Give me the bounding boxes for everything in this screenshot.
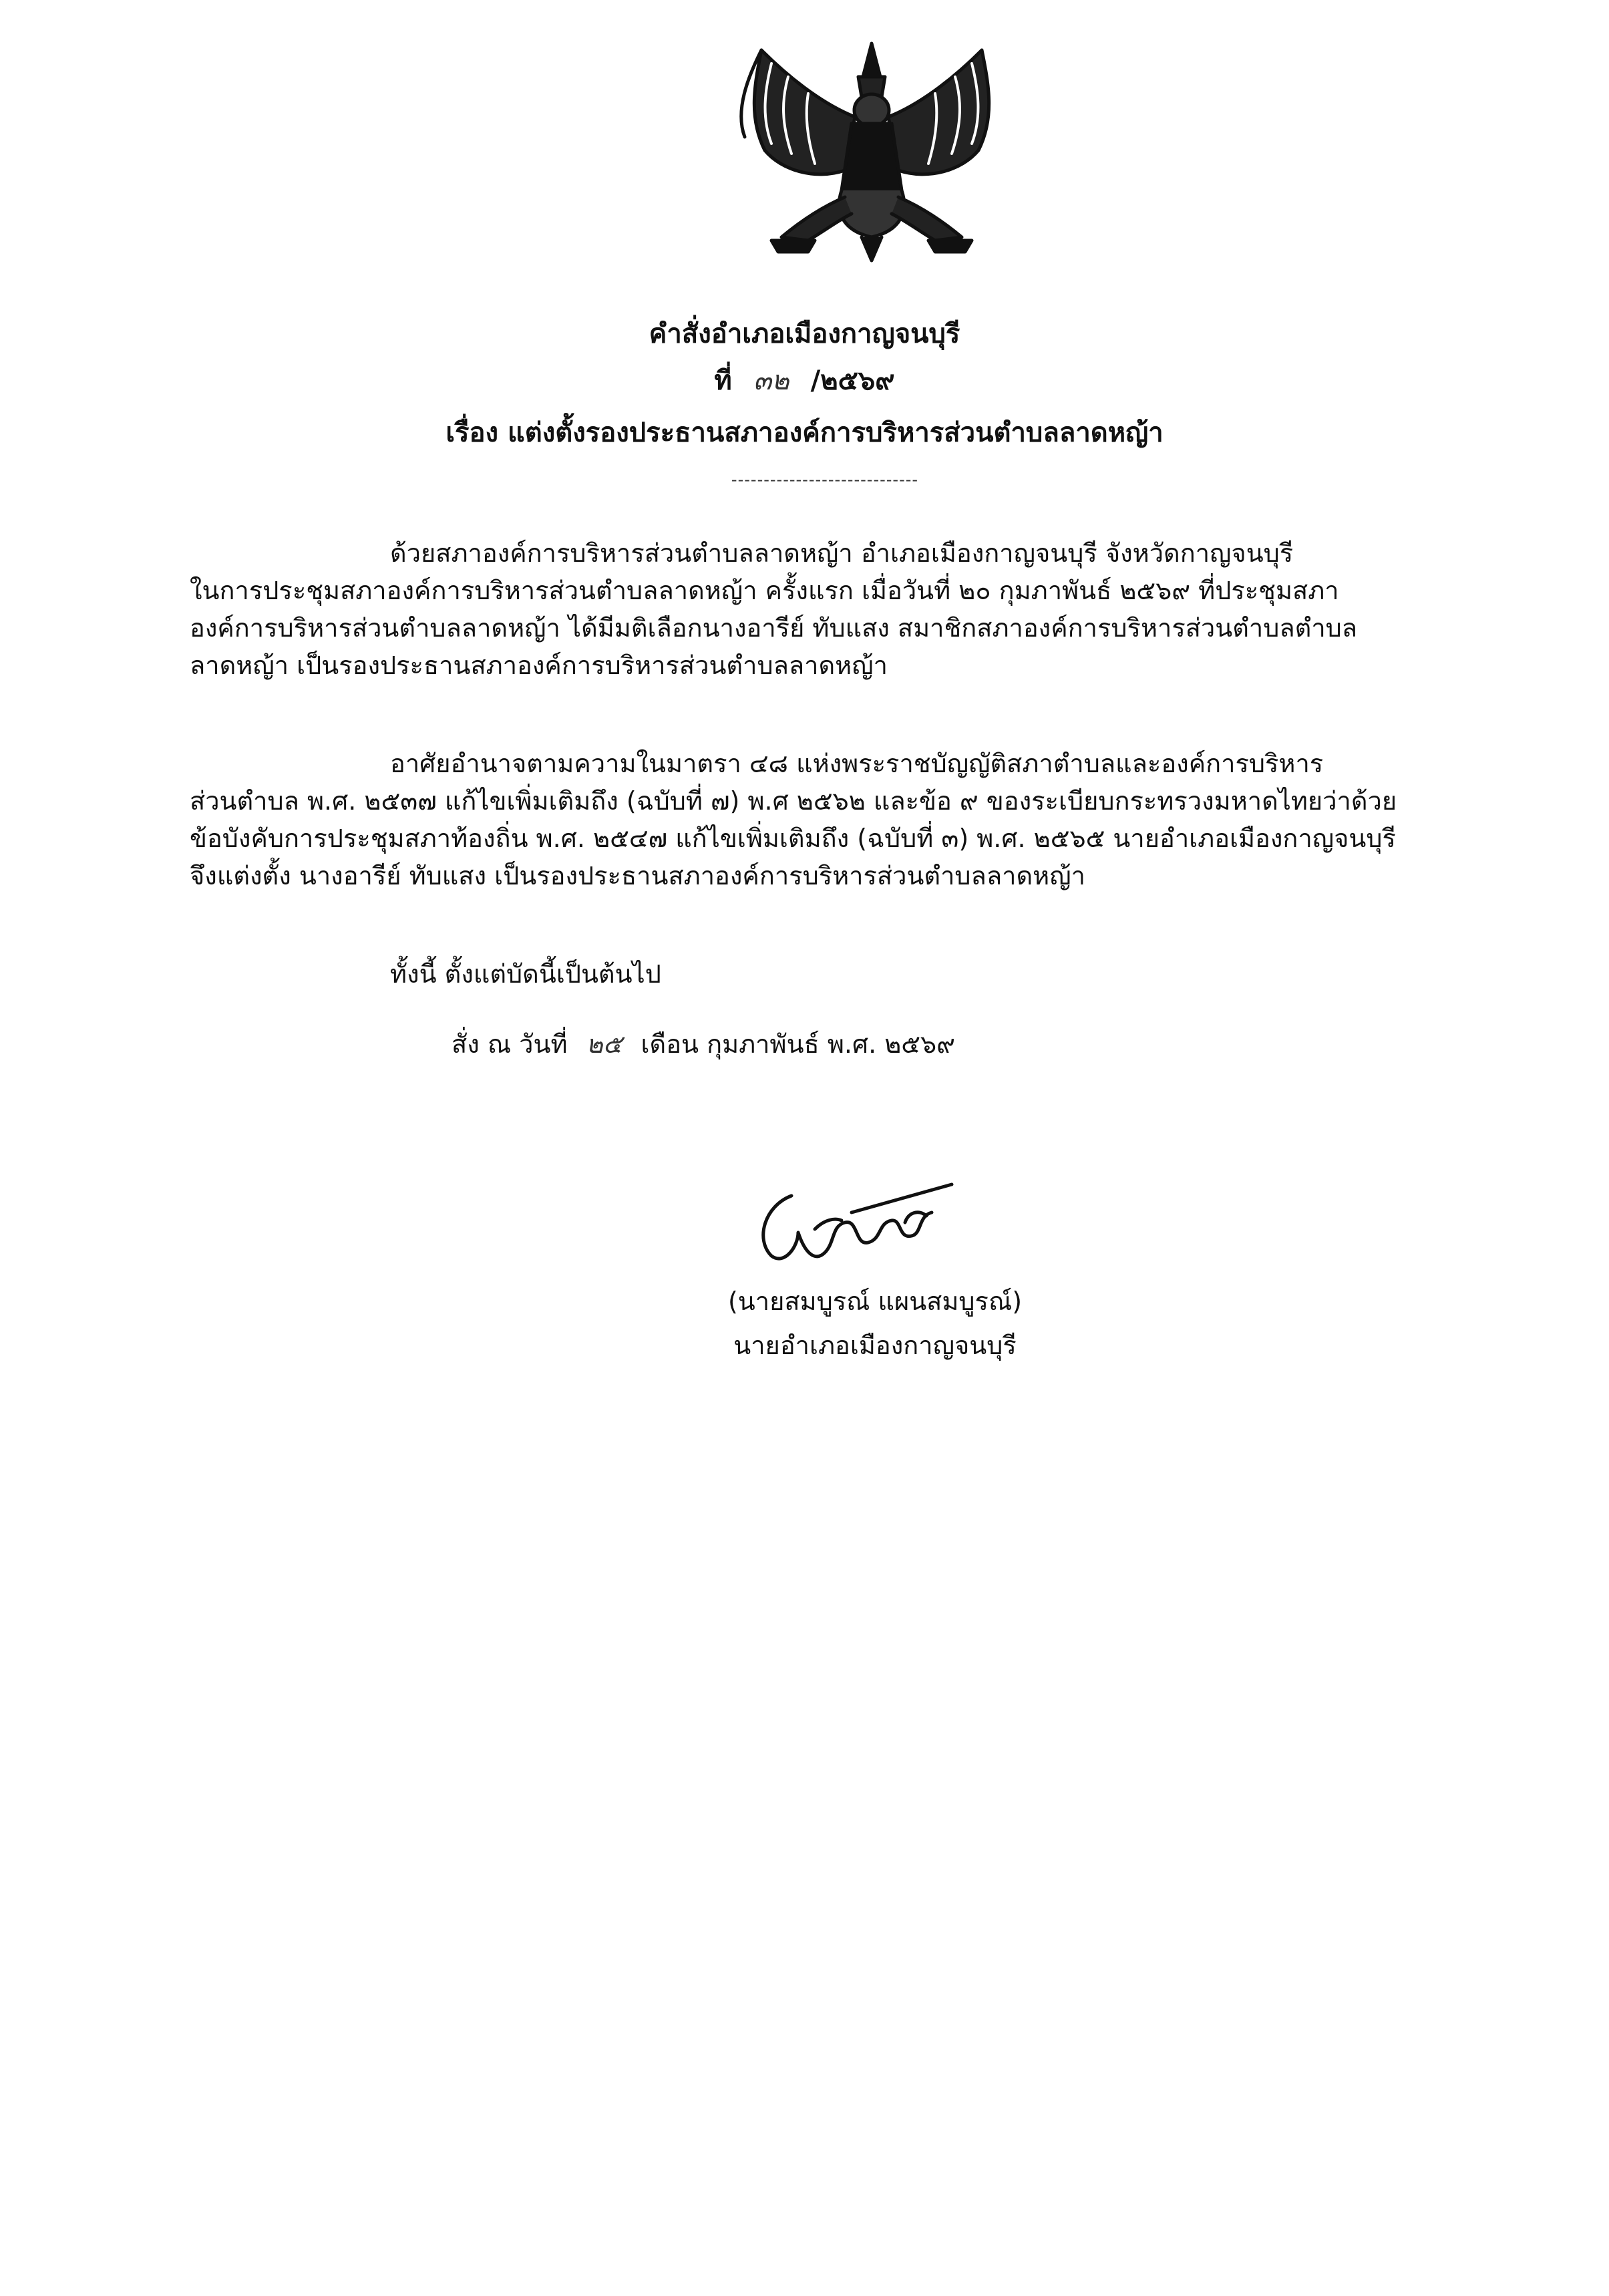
- paragraph-authority: [190, 745, 1419, 894]
- paragraph-line: ด้วยสภาองค์การบริหารส่วนตำบลลาดหญ้า อำเภอเมืองกาญจนบุรี จังหวัดกาญจนบุรี: [390, 538, 1294, 568]
- header-divider: -----------------------------: [731, 470, 919, 488]
- paragraph-line: องค์การบริหารส่วนตำบลลาดหญ้า ได้มีมติเลือกนางอารีย์ ทับแสง สมาชิกสภาองค์การบริหารส่วนตำบลตำบล: [190, 613, 1358, 643]
- handwritten-day: ๒๕: [586, 1029, 622, 1059]
- paragraph-line: ลาดหญ้า เป็นรองประธานสภาองค์การบริหารส่วนตำบลลาดหญ้า: [190, 651, 888, 680]
- order-title: คำสั่งอำเภอเมืองกาญจนบุรี: [649, 319, 960, 349]
- order-date-prefix: สั่ง ณ วันที่: [452, 1029, 568, 1059]
- paragraph-background: [190, 534, 1419, 684]
- signer-block: [675, 1279, 1075, 1367]
- handwritten-order-number: ๓๒: [753, 365, 789, 396]
- signer-position: นายอำเภอเมืองกาญจนบุรี: [733, 1331, 1017, 1360]
- paragraph-line: ส่วนตำบล พ.ศ. ๒๕๓๗ แก้ไขเพิ่มเติมถึง (ฉบับที่ ๗) พ.ศ ๒๕๖๒ และข้อ ๙ ของระเบียบกระทรวงมหาดไทยว่าด้วย: [190, 786, 1397, 816]
- order-subject: เรื่อง แต่งตั้งรองประธานสภาองค์การบริหารส่วนตำบลลาดหญ้า: [445, 418, 1164, 448]
- order-year: /๒๕๖๙: [810, 365, 895, 396]
- signer-name: (นายสมบูรณ์ แผนสมบูรณ์): [727, 1287, 1023, 1316]
- paragraph-line: อาศัยอำนาจตามความในมาตรา ๔๘ แห่งพระราชบัญญัติสภาตำบลและองค์การบริหาร: [390, 749, 1324, 778]
- garuda-emblem-icon: [708, 37, 1035, 264]
- order-number-label: ที่: [714, 365, 732, 396]
- paragraph-line: จึงแต่งตั้ง นางอารีย์ ทับแสง เป็นรองประธานสภาองค์การบริหารส่วนตำบลลาดหญ้า: [190, 861, 1085, 890]
- order-date-suffix: เดือน กุมภาพันธ์ พ.ศ. ๒๕๖๙: [641, 1029, 955, 1059]
- order-number: [0, 361, 1609, 401]
- order-date: [452, 1025, 955, 1063]
- effective-statement: ทั้งนี้ ตั้งแต่บัดนี้เป็นต้นไป: [390, 959, 661, 989]
- paragraph-line: ในการประชุมสภาองค์การบริหารส่วนตำบลลาดหญ้า ครั้งแรก เมื่อวันที่ ๒๐ กุมภาพันธ์ ๒๕๖๙ ที่ประชุมสภา: [190, 576, 1339, 605]
- handwritten-signature-icon: [751, 1172, 978, 1273]
- paragraph-line: ข้อบังคับการประชุมสภาท้องถิ่น พ.ศ. ๒๕๔๗ แก้ไขเพิ่มเติมถึง (ฉบับที่ ๓) พ.ศ. ๒๕๖๕ นายอำเภอเมืองกาญจนบุรี: [190, 824, 1396, 853]
